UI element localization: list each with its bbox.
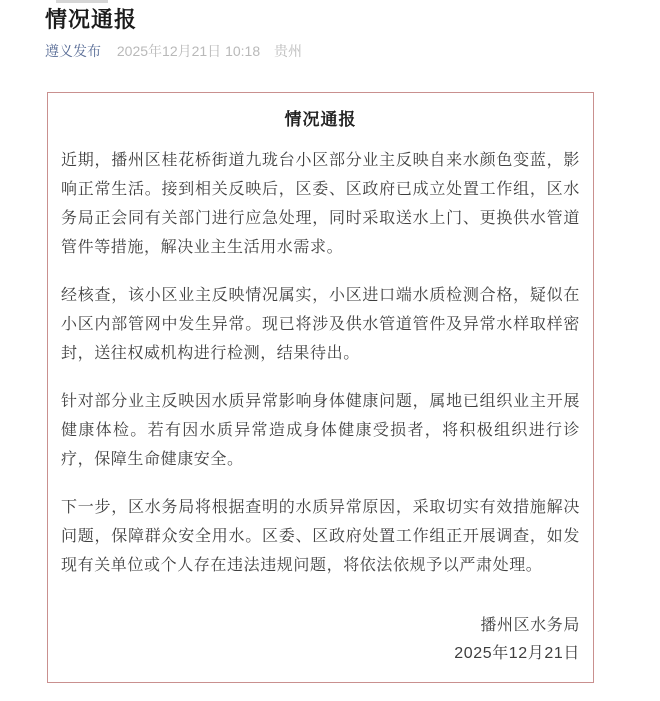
- byline-location: 贵州: [274, 43, 302, 59]
- notice-paragraph-1: 近期，播州区桂花桥街道九珑台小区部分业主反映自来水颜色变蓝，影响正常生活。接到相关反映后，区委、区政府已成立处置工作组，区水务局正会同有关部门进行应急处理，同时采取送水上门、更换供水管道管件等措施，解决业主生活用水需求。: [61, 152, 580, 256]
- byline: [45, 42, 312, 60]
- top-crop-remnant: [56, 0, 108, 3]
- notice-box: [47, 92, 594, 683]
- byline-datetime: 2025年12月21日 10:18: [116, 43, 261, 59]
- signature-block: [61, 612, 580, 668]
- notice-paragraph-3: 针对部分业主反映因水质异常影响身体健康问题，属地已组织业主开展健康体检。若有因水质异常造成身体健康受损者，将积极组织进行诊疗，保障生命健康安全。: [61, 393, 580, 468]
- notice-title: 情况通报: [284, 110, 357, 129]
- byline-source-link[interactable]: 遵义发布: [45, 43, 101, 59]
- page-title: 情况通报: [45, 7, 138, 32]
- notice-paragraph-4: 下一步，区水务局将根据查明的水质异常原因，采取切实有效措施解决问题，保障群众安全用水。区委、区政府处置工作组正开展调查，如发现有关单位或个人存在违法违规问题，将依法依规予以严肃处理。: [61, 499, 580, 574]
- signature-org: 播州区水务局: [480, 617, 580, 634]
- notice-paragraph-2: 经核查，该小区业主反映情况属实，小区进口端水质检测合格，疑似在小区内部管网中发生异常。现已将涉及供水管道管件及异常水样取样密封，送往权威机构进行检测，结果待出。: [61, 287, 580, 362]
- signature-date: 2025年12月21日: [454, 645, 580, 662]
